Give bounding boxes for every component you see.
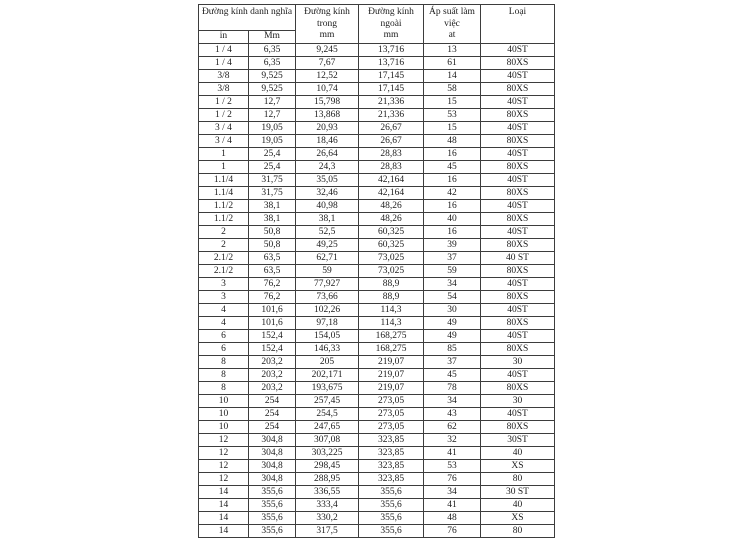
table-cell: 58 bbox=[424, 83, 481, 96]
table-cell: 14 bbox=[199, 499, 249, 512]
table-row bbox=[199, 239, 555, 252]
table-cell: 40 bbox=[481, 447, 555, 460]
table-cell: 30 bbox=[481, 395, 555, 408]
table-cell: 13,716 bbox=[359, 57, 424, 70]
table-cell: 62,71 bbox=[296, 252, 359, 265]
table-cell: 30 bbox=[424, 304, 481, 317]
table-cell: 168,275 bbox=[359, 330, 424, 343]
table-row bbox=[199, 434, 555, 447]
table-cell: 2.1/2 bbox=[199, 265, 249, 278]
table-cell: 3 bbox=[199, 278, 249, 291]
table-row bbox=[199, 512, 555, 525]
table-cell: 202,171 bbox=[296, 369, 359, 382]
table-cell: 38,1 bbox=[249, 200, 296, 213]
table-cell: 88,9 bbox=[359, 291, 424, 304]
table-cell: 152,4 bbox=[249, 343, 296, 356]
table-cell: 288,95 bbox=[296, 473, 359, 486]
table-row bbox=[199, 382, 555, 395]
table-cell: 12 bbox=[199, 434, 249, 447]
table-cell: 50,8 bbox=[249, 226, 296, 239]
table-cell: 101,6 bbox=[249, 317, 296, 330]
table-row bbox=[199, 83, 555, 96]
table-cell: 40,98 bbox=[296, 200, 359, 213]
table-cell: 303,225 bbox=[296, 447, 359, 460]
table-cell: 35,05 bbox=[296, 174, 359, 187]
table-cell: 32 bbox=[424, 434, 481, 447]
table-cell: 7,67 bbox=[296, 57, 359, 70]
table-cell: 80XS bbox=[481, 83, 555, 96]
header-outer-label: Đường kính ngoài bbox=[368, 7, 414, 29]
table-cell: 80XS bbox=[481, 109, 555, 122]
table-cell: 4 bbox=[199, 317, 249, 330]
table-cell: XS bbox=[481, 512, 555, 525]
header-sub-in: in bbox=[199, 31, 249, 44]
table-cell: 80 bbox=[481, 473, 555, 486]
table-cell: 254,5 bbox=[296, 408, 359, 421]
table-cell: 17,145 bbox=[359, 83, 424, 96]
table-cell: 59 bbox=[296, 265, 359, 278]
table-cell: 40ST bbox=[481, 226, 555, 239]
table-cell: 76,2 bbox=[249, 278, 296, 291]
table-cell: 355,6 bbox=[359, 525, 424, 538]
table-cell: 3 bbox=[199, 291, 249, 304]
table-cell: 6 bbox=[199, 343, 249, 356]
table-cell: 80XS bbox=[481, 187, 555, 200]
table-cell: 26,67 bbox=[359, 135, 424, 148]
table-cell: 114,3 bbox=[359, 304, 424, 317]
table-cell: 19,05 bbox=[249, 122, 296, 135]
table-cell: 38,1 bbox=[249, 213, 296, 226]
table-cell: 257,45 bbox=[296, 395, 359, 408]
table-cell: 317,5 bbox=[296, 525, 359, 538]
table-row bbox=[199, 447, 555, 460]
table-cell: 12,7 bbox=[249, 109, 296, 122]
table-cell: 6,35 bbox=[249, 57, 296, 70]
table-row bbox=[199, 96, 555, 109]
table-row bbox=[199, 44, 555, 57]
table-cell: 40 bbox=[424, 213, 481, 226]
table-cell: 32,46 bbox=[296, 187, 359, 200]
pipe-dimension-table bbox=[198, 4, 555, 538]
table-cell: 40ST bbox=[481, 96, 555, 109]
table-cell: 80XS bbox=[481, 161, 555, 174]
table-row bbox=[199, 252, 555, 265]
table-cell: 14 bbox=[199, 525, 249, 538]
table-cell: 12 bbox=[199, 473, 249, 486]
table-cell: 40 ST bbox=[481, 252, 555, 265]
table-cell: 73,025 bbox=[359, 252, 424, 265]
table-cell: 76,2 bbox=[249, 291, 296, 304]
table-cell: 304,8 bbox=[249, 434, 296, 447]
table-cell: 16 bbox=[424, 174, 481, 187]
table-cell: 41 bbox=[424, 447, 481, 460]
table-cell: 205 bbox=[296, 356, 359, 369]
table-cell: 12,52 bbox=[296, 70, 359, 83]
table-cell: 219,07 bbox=[359, 356, 424, 369]
table-cell: 17,145 bbox=[359, 70, 424, 83]
table-cell: 1 / 2 bbox=[199, 109, 249, 122]
table-row bbox=[199, 278, 555, 291]
table-row bbox=[199, 148, 555, 161]
table-cell: 48 bbox=[424, 135, 481, 148]
table-cell: 15 bbox=[424, 122, 481, 135]
table-cell: 40 bbox=[481, 499, 555, 512]
table-cell: 37 bbox=[424, 252, 481, 265]
table-row bbox=[199, 473, 555, 486]
table-cell: 2 bbox=[199, 226, 249, 239]
table-cell: 38,1 bbox=[296, 213, 359, 226]
table-cell: 355,6 bbox=[249, 512, 296, 525]
table-cell: 24,3 bbox=[296, 161, 359, 174]
table-cell: 31,75 bbox=[249, 174, 296, 187]
table-row bbox=[199, 200, 555, 213]
header-pressure-unit: at bbox=[448, 30, 456, 40]
table-cell: 40ST bbox=[481, 330, 555, 343]
header-inner-diameter bbox=[296, 5, 359, 44]
table-cell: 63,5 bbox=[249, 265, 296, 278]
table-cell: 355,6 bbox=[249, 525, 296, 538]
table-cell: 146,33 bbox=[296, 343, 359, 356]
table-cell: 333,4 bbox=[296, 499, 359, 512]
table-cell: 76 bbox=[424, 473, 481, 486]
table-cell: 73,66 bbox=[296, 291, 359, 304]
table-cell: 10 bbox=[199, 408, 249, 421]
table-cell: 307,08 bbox=[296, 434, 359, 447]
table-cell: 40ST bbox=[481, 278, 555, 291]
table-cell: 80XS bbox=[481, 213, 555, 226]
table-cell: 30ST bbox=[481, 434, 555, 447]
table-cell: 9,525 bbox=[249, 70, 296, 83]
table-row bbox=[199, 122, 555, 135]
table-cell: 21,336 bbox=[359, 96, 424, 109]
table-cell: 40ST bbox=[481, 122, 555, 135]
table-row bbox=[199, 369, 555, 382]
table-cell: 3/8 bbox=[199, 70, 249, 83]
table-row bbox=[199, 395, 555, 408]
table-cell: 10 bbox=[199, 421, 249, 434]
table-cell: 1 bbox=[199, 148, 249, 161]
table-row bbox=[199, 57, 555, 70]
table-row bbox=[199, 343, 555, 356]
table-cell: 8 bbox=[199, 369, 249, 382]
table-row bbox=[199, 408, 555, 421]
table-cell: 39 bbox=[424, 239, 481, 252]
table-cell: 152,4 bbox=[249, 330, 296, 343]
table-cell: 304,8 bbox=[249, 473, 296, 486]
table-row bbox=[199, 70, 555, 83]
table-cell: 80XS bbox=[481, 343, 555, 356]
table-row bbox=[199, 291, 555, 304]
table-cell: 10,74 bbox=[296, 83, 359, 96]
table-cell: 9,525 bbox=[249, 83, 296, 96]
table-cell: 80XS bbox=[481, 382, 555, 395]
table-cell: XS bbox=[481, 460, 555, 473]
table-row bbox=[199, 330, 555, 343]
table-cell: 18,46 bbox=[296, 135, 359, 148]
table-cell: 97,18 bbox=[296, 317, 359, 330]
table-cell: 1 / 4 bbox=[199, 57, 249, 70]
table-cell: 80XS bbox=[481, 317, 555, 330]
table-row bbox=[199, 486, 555, 499]
table-cell: 273,05 bbox=[359, 421, 424, 434]
table-cell: 1 / 4 bbox=[199, 44, 249, 57]
table-cell: 14 bbox=[199, 486, 249, 499]
table-cell: 1.1/4 bbox=[199, 187, 249, 200]
table-cell: 273,05 bbox=[359, 395, 424, 408]
table-cell: 49 bbox=[424, 330, 481, 343]
table-cell: 60,325 bbox=[359, 226, 424, 239]
table-row bbox=[199, 213, 555, 226]
table-header bbox=[199, 5, 555, 44]
table-cell: 42,164 bbox=[359, 187, 424, 200]
table-cell: 43 bbox=[424, 408, 481, 421]
table-cell: 52,5 bbox=[296, 226, 359, 239]
table-cell: 77,927 bbox=[296, 278, 359, 291]
table-cell: 80 bbox=[481, 525, 555, 538]
table-cell: 63,5 bbox=[249, 252, 296, 265]
table-cell: 355,6 bbox=[359, 486, 424, 499]
table-cell: 40ST bbox=[481, 304, 555, 317]
table-cell: 26,67 bbox=[359, 122, 424, 135]
table-cell: 203,2 bbox=[249, 356, 296, 369]
table-row bbox=[199, 187, 555, 200]
table-cell: 19,05 bbox=[249, 135, 296, 148]
table-cell: 336,55 bbox=[296, 486, 359, 499]
table-cell: 247,65 bbox=[296, 421, 359, 434]
header-outer-unit: mm bbox=[383, 30, 399, 40]
table-row bbox=[199, 499, 555, 512]
table-cell: 8 bbox=[199, 382, 249, 395]
table-row bbox=[199, 356, 555, 369]
table-cell: 254 bbox=[249, 408, 296, 421]
table-cell: 37 bbox=[424, 356, 481, 369]
table-cell: 219,07 bbox=[359, 382, 424, 395]
table-cell: 13,868 bbox=[296, 109, 359, 122]
table-cell: 8 bbox=[199, 356, 249, 369]
table-cell: 12 bbox=[199, 460, 249, 473]
table-cell: 30 ST bbox=[481, 486, 555, 499]
table-cell: 78 bbox=[424, 382, 481, 395]
table-cell: 273,05 bbox=[359, 408, 424, 421]
table-cell: 193,675 bbox=[296, 382, 359, 395]
table-cell: 88,9 bbox=[359, 278, 424, 291]
header-pressure-label: Áp suất làm việc bbox=[429, 7, 475, 29]
table-cell: 355,6 bbox=[249, 499, 296, 512]
table-row bbox=[199, 460, 555, 473]
table-cell: 12 bbox=[199, 447, 249, 460]
header-nominal-label: Đường kính danh nghĩa bbox=[201, 7, 293, 17]
table-cell: 40ST bbox=[481, 408, 555, 421]
table-cell: 304,8 bbox=[249, 460, 296, 473]
table-body bbox=[199, 44, 555, 538]
table-cell: 34 bbox=[424, 278, 481, 291]
table-cell: 1 / 2 bbox=[199, 96, 249, 109]
table-cell: 85 bbox=[424, 343, 481, 356]
table-cell: 30 bbox=[481, 356, 555, 369]
table-cell: 254 bbox=[249, 421, 296, 434]
table-cell: 49,25 bbox=[296, 239, 359, 252]
table-cell: 31,75 bbox=[249, 187, 296, 200]
table-cell: 40ST bbox=[481, 148, 555, 161]
table-cell: 62 bbox=[424, 421, 481, 434]
table-row bbox=[199, 304, 555, 317]
table-cell: 14 bbox=[424, 70, 481, 83]
table-cell: 114,3 bbox=[359, 317, 424, 330]
header-group-row bbox=[199, 5, 555, 31]
table-cell: 355,6 bbox=[249, 486, 296, 499]
table-cell: 203,2 bbox=[249, 382, 296, 395]
table-cell: 80XS bbox=[481, 239, 555, 252]
table-cell: 34 bbox=[424, 486, 481, 499]
table-cell: 219,07 bbox=[359, 369, 424, 382]
table-cell: 25,4 bbox=[249, 161, 296, 174]
table-cell: 53 bbox=[424, 460, 481, 473]
table-cell: 45 bbox=[424, 161, 481, 174]
table-cell: 4 bbox=[199, 304, 249, 317]
table-cell: 1.1/2 bbox=[199, 213, 249, 226]
table-cell: 48 bbox=[424, 512, 481, 525]
table-cell: 40ST bbox=[481, 369, 555, 382]
table-cell: 15 bbox=[424, 96, 481, 109]
table-cell: 59 bbox=[424, 265, 481, 278]
table-cell: 80XS bbox=[481, 265, 555, 278]
table-cell: 80XS bbox=[481, 135, 555, 148]
table-cell: 323,85 bbox=[359, 447, 424, 460]
table-cell: 323,85 bbox=[359, 473, 424, 486]
table-cell: 40ST bbox=[481, 200, 555, 213]
header-inner-unit: mm bbox=[319, 30, 335, 40]
header-working-pressure bbox=[424, 5, 481, 44]
table-cell: 1.1/2 bbox=[199, 200, 249, 213]
table-cell: 13 bbox=[424, 44, 481, 57]
table-cell: 298,45 bbox=[296, 460, 359, 473]
table-cell: 12,7 bbox=[249, 96, 296, 109]
table-cell: 20,93 bbox=[296, 122, 359, 135]
table-cell: 48,26 bbox=[359, 200, 424, 213]
table-cell: 1 bbox=[199, 161, 249, 174]
table-cell: 48,26 bbox=[359, 213, 424, 226]
table-row bbox=[199, 421, 555, 434]
table-row bbox=[199, 265, 555, 278]
table-cell: 60,325 bbox=[359, 239, 424, 252]
table-cell: 76 bbox=[424, 525, 481, 538]
table-cell: 355,6 bbox=[359, 499, 424, 512]
table-cell: 2.1/2 bbox=[199, 252, 249, 265]
table-cell: 102,26 bbox=[296, 304, 359, 317]
table-cell: 323,85 bbox=[359, 434, 424, 447]
table-cell: 6,35 bbox=[249, 44, 296, 57]
table-cell: 16 bbox=[424, 148, 481, 161]
table-cell: 45 bbox=[424, 369, 481, 382]
table-cell: 330,2 bbox=[296, 512, 359, 525]
table-cell: 9,245 bbox=[296, 44, 359, 57]
table-cell: 1.1/4 bbox=[199, 174, 249, 187]
table-cell: 21,336 bbox=[359, 109, 424, 122]
header-nominal-diameter bbox=[199, 5, 296, 31]
table-cell: 28,83 bbox=[359, 148, 424, 161]
table-cell: 40ST bbox=[481, 44, 555, 57]
table-cell: 16 bbox=[424, 226, 481, 239]
table-cell: 25,4 bbox=[249, 148, 296, 161]
table-cell: 40ST bbox=[481, 174, 555, 187]
table-cell: 3 / 4 bbox=[199, 135, 249, 148]
table-cell: 40ST bbox=[481, 70, 555, 83]
table-row bbox=[199, 226, 555, 239]
table-cell: 254 bbox=[249, 395, 296, 408]
table-cell: 16 bbox=[424, 200, 481, 213]
table-cell: 101,6 bbox=[249, 304, 296, 317]
table-row bbox=[199, 161, 555, 174]
table-cell: 3 / 4 bbox=[199, 122, 249, 135]
table-row bbox=[199, 135, 555, 148]
table-cell: 80XS bbox=[481, 291, 555, 304]
header-inner-label: Đường kính trong bbox=[304, 7, 350, 29]
table-cell: 41 bbox=[424, 499, 481, 512]
table-cell: 203,2 bbox=[249, 369, 296, 382]
table-cell: 2 bbox=[199, 239, 249, 252]
header-outer-diameter bbox=[359, 5, 424, 44]
header-type-label: Loại bbox=[508, 7, 527, 17]
table-row bbox=[199, 109, 555, 122]
table-cell: 26,64 bbox=[296, 148, 359, 161]
table-cell: 53 bbox=[424, 109, 481, 122]
table-cell: 42 bbox=[424, 187, 481, 200]
table-cell: 10 bbox=[199, 395, 249, 408]
table-row bbox=[199, 525, 555, 538]
table-row bbox=[199, 174, 555, 187]
table-row bbox=[199, 317, 555, 330]
table-cell: 73,025 bbox=[359, 265, 424, 278]
table-cell: 49 bbox=[424, 317, 481, 330]
table-cell: 61 bbox=[424, 57, 481, 70]
header-type bbox=[481, 5, 555, 44]
table-cell: 323,85 bbox=[359, 460, 424, 473]
header-sub-mm: Mm bbox=[249, 31, 296, 44]
table-cell: 6 bbox=[199, 330, 249, 343]
table-cell: 80XS bbox=[481, 421, 555, 434]
table-cell: 50,8 bbox=[249, 239, 296, 252]
table-cell: 28,83 bbox=[359, 161, 424, 174]
table-cell: 154,05 bbox=[296, 330, 359, 343]
table-cell: 13,716 bbox=[359, 44, 424, 57]
table-cell: 80XS bbox=[481, 57, 555, 70]
table-cell: 14 bbox=[199, 512, 249, 525]
table-cell: 54 bbox=[424, 291, 481, 304]
table-cell: 42,164 bbox=[359, 174, 424, 187]
table-cell: 304,8 bbox=[249, 447, 296, 460]
table-cell: 3/8 bbox=[199, 83, 249, 96]
table-cell: 355,6 bbox=[359, 512, 424, 525]
table-cell: 15,798 bbox=[296, 96, 359, 109]
table-cell: 34 bbox=[424, 395, 481, 408]
table-cell: 168,275 bbox=[359, 343, 424, 356]
